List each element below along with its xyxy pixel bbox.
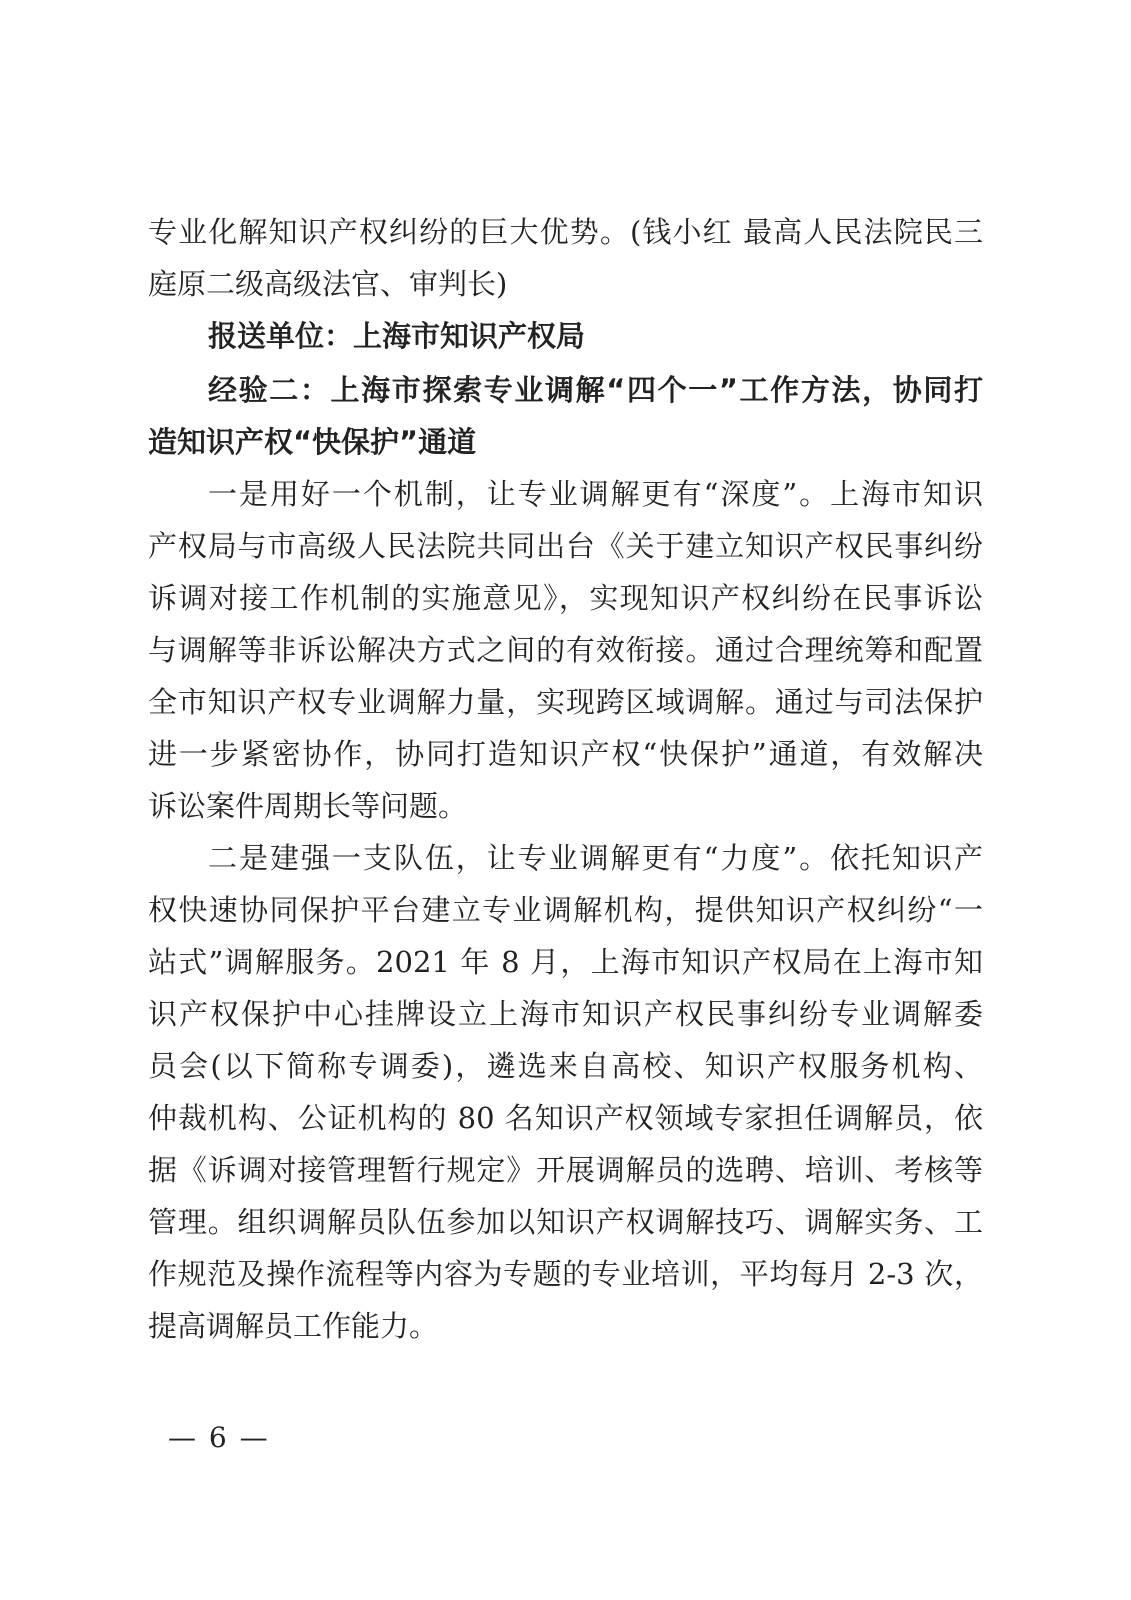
experience-heading-line: 造知识产权“快保护”通道: [148, 425, 477, 459]
paragraph-line: 二是建强一支队伍，让专业调解更有“力度”。依托知识产: [208, 841, 983, 875]
paragraph-line: 管理。组织调解员队伍参加以知识产权调解技巧、调解实务、工: [148, 1205, 983, 1239]
paragraph-line: 一是用好一个机制，让专业调解更有“深度”。上海市知识: [208, 477, 983, 511]
paragraph-line: 诉调对接工作机制的实施意见》，实现知识产权纠纷在民事诉讼: [148, 581, 983, 615]
paragraph-line: 识产权保护中心挂牌设立上海市知识产权民事纠纷专业调解委: [148, 997, 983, 1031]
paragraph-line: 诉讼案件周期长等问题。: [148, 789, 468, 823]
paragraph-line: 产权局与市高级人民法院共同出台《关于建立知识产权民事纠纷: [148, 529, 983, 563]
paragraph-line: 提高调解员工作能力。: [148, 1309, 439, 1343]
paragraph-line: 员会(以下简称专调委)，遴选来自高校、知识产权服务机构、: [148, 1049, 983, 1083]
paragraph-line: 作规范及操作流程等内容为专题的专业培训，平均每月 2-3 次，: [148, 1257, 983, 1291]
paragraph-line: 与调解等非诉讼解决方式之间的有效衔接。通过合理统筹和配置: [148, 633, 983, 667]
paragraph-line: 站式”调解服务。2021 年 8 月，上海市知识产权局在上海市知: [148, 945, 983, 979]
paragraph-line: 庭原二级高级法官、审判长): [148, 267, 508, 301]
reporting-unit-heading: 报送单位：上海市知识产权局: [208, 319, 586, 353]
paragraph-line: 据《诉调对接管理暂行规定》开展调解员的选聘、培训、考核等: [148, 1153, 983, 1187]
paragraph-line: 进一步紧密协作，协同打造知识产权“快保护”通道，有效解决: [148, 737, 983, 771]
paragraph-line: 仲裁机构、公证机构的 80 名知识产权领域专家担任调解员，依: [148, 1101, 983, 1135]
page-number: — 6 —: [168, 1421, 270, 1454]
paragraph-line: 权快速协同保护平台建立专业调解机构，提供知识产权纠纷“一: [148, 893, 983, 927]
paragraph-line: 全市知识产权专业调解力量，实现跨区域调解。通过与司法保护: [148, 685, 983, 719]
paragraph-line: 专业化解知识产权纠纷的巨大优势。(钱小红 最高人民法院民三: [148, 215, 983, 249]
experience-heading-line: 经验二：上海市探索专业调解“四个一”工作方法，协同打: [208, 373, 983, 407]
